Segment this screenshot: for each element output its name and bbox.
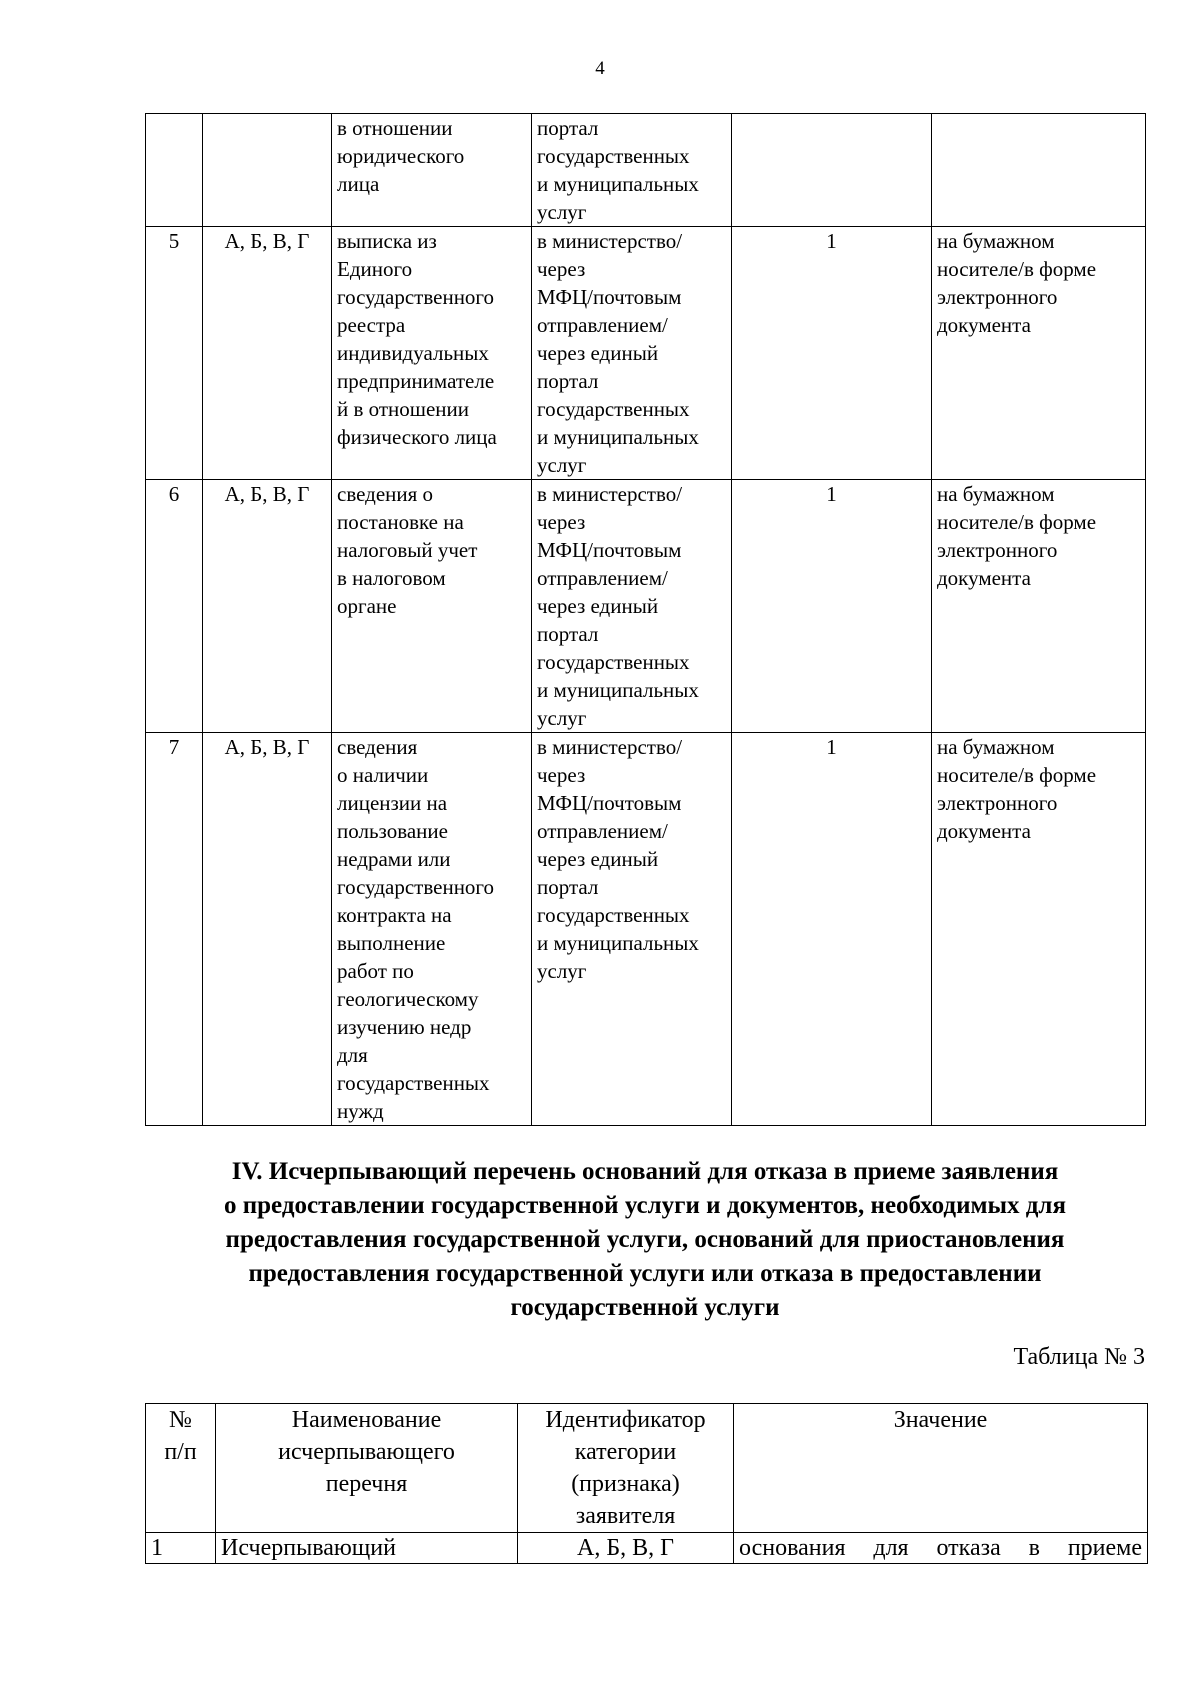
cell-form-line: на бумажном — [937, 229, 1055, 253]
cell-category: А, Б, В, Г — [203, 227, 332, 480]
cell-method — [532, 733, 732, 1126]
cell-document-line: юридического — [337, 144, 465, 168]
cell-form-line: документа — [937, 313, 1031, 337]
cell-category: А, Б, В, Г — [518, 1533, 734, 1564]
cell-num — [146, 114, 203, 227]
cell-method — [532, 114, 732, 227]
cell-document-line: сведения о — [337, 482, 434, 506]
cell-method-line: МФЦ/почтовым — [537, 285, 682, 309]
cell-method-line: МФЦ/почтовым — [537, 538, 682, 562]
cell-form-line: на бумажном — [937, 735, 1055, 759]
cell-document — [332, 114, 532, 227]
cell-category: А, Б, В, Г — [203, 733, 332, 1126]
cell-count: 1 — [732, 733, 932, 1126]
header-line: исчерпывающего — [278, 1439, 455, 1465]
cell-document-line: о наличии — [337, 763, 429, 787]
refusal-grounds-table — [145, 1403, 1148, 1564]
cell-category: А, Б, В, Г — [203, 480, 332, 733]
cell-form-line: носителе/в форме — [937, 763, 1097, 787]
cell-method-line: отправлением/ — [537, 313, 668, 337]
cell-form-line: носителе/в форме — [937, 257, 1097, 281]
cell-count — [732, 114, 932, 227]
page-number: 4 — [595, 58, 605, 79]
cell-form-line: электронного — [937, 791, 1058, 815]
cell-method-line: государственных — [537, 144, 690, 168]
cell-form — [932, 733, 1146, 1126]
cell-method-line: государственных — [537, 903, 690, 927]
section-heading — [145, 1155, 1145, 1325]
section-heading-line: государственной услуги — [510, 1294, 780, 1321]
cell-form — [932, 114, 1146, 227]
cell-document-line: в отношении — [337, 116, 453, 140]
header-category — [518, 1404, 734, 1533]
cell-document-line: выполнение — [337, 931, 446, 955]
cell-document-line: органе — [337, 594, 397, 618]
cell-method-line: в министерство/ — [537, 482, 683, 506]
cell-document — [332, 733, 532, 1126]
cell-method-line: через — [537, 257, 586, 281]
cell-method-line: МФЦ/почтовым — [537, 791, 682, 815]
cell-count: 1 — [732, 480, 932, 733]
cell-document-line: постановке на — [337, 510, 464, 534]
cell-document — [332, 480, 532, 733]
cell-document-line: физического лица — [337, 425, 497, 449]
cell-form-line: на бумажном — [937, 482, 1055, 506]
cell-method-line: услуг — [537, 453, 587, 477]
cell-document-line: лицензии на — [337, 791, 448, 815]
table-row — [146, 227, 1146, 480]
cell-method-line: через единый — [537, 594, 659, 618]
cell-document-line: недрами или — [337, 847, 451, 871]
header-line: заявителя — [575, 1503, 676, 1529]
cell-method-line: и муниципальных — [537, 172, 699, 196]
cell-form-line: документа — [937, 819, 1031, 843]
cell-method-line: услуг — [537, 200, 587, 224]
table-row — [146, 733, 1146, 1126]
cell-category — [203, 114, 332, 227]
cell-method — [532, 227, 732, 480]
cell-method-line: через — [537, 510, 586, 534]
table-row — [146, 114, 1146, 227]
cell-num: 1 — [146, 1533, 216, 1564]
cell-form-line: носителе/в форме — [937, 510, 1097, 534]
cell-method-line: через единый — [537, 341, 659, 365]
documents-table-body — [146, 114, 1146, 1126]
cell-document-line: государственных — [337, 1071, 490, 1095]
cell-method-line: услуг — [537, 706, 587, 730]
cell-document — [332, 227, 532, 480]
cell-method-line: через — [537, 763, 586, 787]
header-line: Наименование — [291, 1407, 442, 1433]
cell-form — [932, 227, 1146, 480]
cell-document-line: государственного — [337, 875, 495, 899]
cell-document-line: государственного — [337, 285, 495, 309]
cell-document-line: нужд — [337, 1099, 384, 1123]
documents-table — [145, 113, 1146, 1126]
header-line: категории — [574, 1439, 677, 1465]
header-line: № — [169, 1407, 192, 1433]
header-line: перечня — [325, 1471, 408, 1497]
cell-num: 6 — [146, 480, 203, 733]
cell-method-line: в министерство/ — [537, 735, 683, 759]
cell-document-line: индивидуальных — [337, 341, 489, 365]
header-value — [734, 1404, 1148, 1533]
cell-document-line: реестра — [337, 313, 406, 337]
cell-document-line: геологическому — [337, 987, 479, 1011]
cell-value: основания для отказа в приеме — [734, 1533, 1148, 1564]
section-heading-line: о предоставлении государственной услуги и документов, необходимых для — [224, 1192, 1066, 1219]
cell-name: Исчерпывающий — [216, 1533, 518, 1564]
header-num — [146, 1404, 216, 1533]
cell-method-line: портал — [537, 622, 599, 646]
section-heading-line: предоставления государственной услуги или отказа в предоставлении — [248, 1260, 1042, 1287]
cell-form-line: электронного — [937, 285, 1058, 309]
cell-method-line: портал — [537, 875, 599, 899]
table-row — [146, 480, 1146, 733]
cell-document-line: в налоговом — [337, 566, 446, 590]
cell-method-line: государственных — [537, 650, 690, 674]
cell-method-line: в министерство/ — [537, 229, 683, 253]
header-line: Идентификатор — [545, 1407, 706, 1433]
cell-method-line: отправлением/ — [537, 566, 668, 590]
cell-document-line: для — [337, 1043, 368, 1067]
cell-method-line: услуг — [537, 959, 587, 983]
cell-document-line: изучению недр — [337, 1015, 472, 1039]
cell-method-line: и муниципальных — [537, 425, 699, 449]
cell-document-line: Единого — [337, 257, 413, 281]
table-caption: Таблица № 3 — [1013, 1344, 1145, 1370]
header-line: (признака) — [571, 1471, 680, 1497]
cell-document-line: сведения — [337, 735, 418, 759]
header-name — [216, 1404, 518, 1533]
cell-document-line: лица — [337, 172, 380, 196]
cell-document-line: работ по — [337, 959, 414, 983]
header-line: Значение — [893, 1407, 988, 1433]
cell-method-line: отправлением/ — [537, 819, 668, 843]
cell-method — [532, 480, 732, 733]
table-row — [146, 1533, 1148, 1564]
cell-method-line: портал — [537, 116, 599, 140]
cell-document-line: предпринимателе — [337, 369, 495, 393]
cell-form-line: документа — [937, 566, 1031, 590]
table-header-row — [146, 1404, 1148, 1533]
cell-method-line: и муниципальных — [537, 931, 699, 955]
cell-method-line: государственных — [537, 397, 690, 421]
cell-document-line: пользование — [337, 819, 448, 843]
cell-document-line: контракта на — [337, 903, 452, 927]
cell-num: 7 — [146, 733, 203, 1126]
cell-form — [932, 480, 1146, 733]
cell-count: 1 — [732, 227, 932, 480]
cell-method-line: портал — [537, 369, 599, 393]
section-heading-line: предоставления государственной услуги, оснований для приостановления — [225, 1226, 1065, 1253]
cell-document-line: выписка из — [337, 229, 437, 253]
cell-num: 5 — [146, 227, 203, 480]
cell-method-line: через единый — [537, 847, 659, 871]
cell-method-line: и муниципальных — [537, 678, 699, 702]
header-line: п/п — [164, 1439, 197, 1465]
cell-document-line: й в отношении — [337, 397, 469, 421]
cell-document-line: налоговый учет — [337, 538, 478, 562]
cell-form-line: электронного — [937, 538, 1058, 562]
section-heading-line: IV. Исчерпывающий перечень оснований для отказа в приеме заявления — [231, 1158, 1059, 1185]
